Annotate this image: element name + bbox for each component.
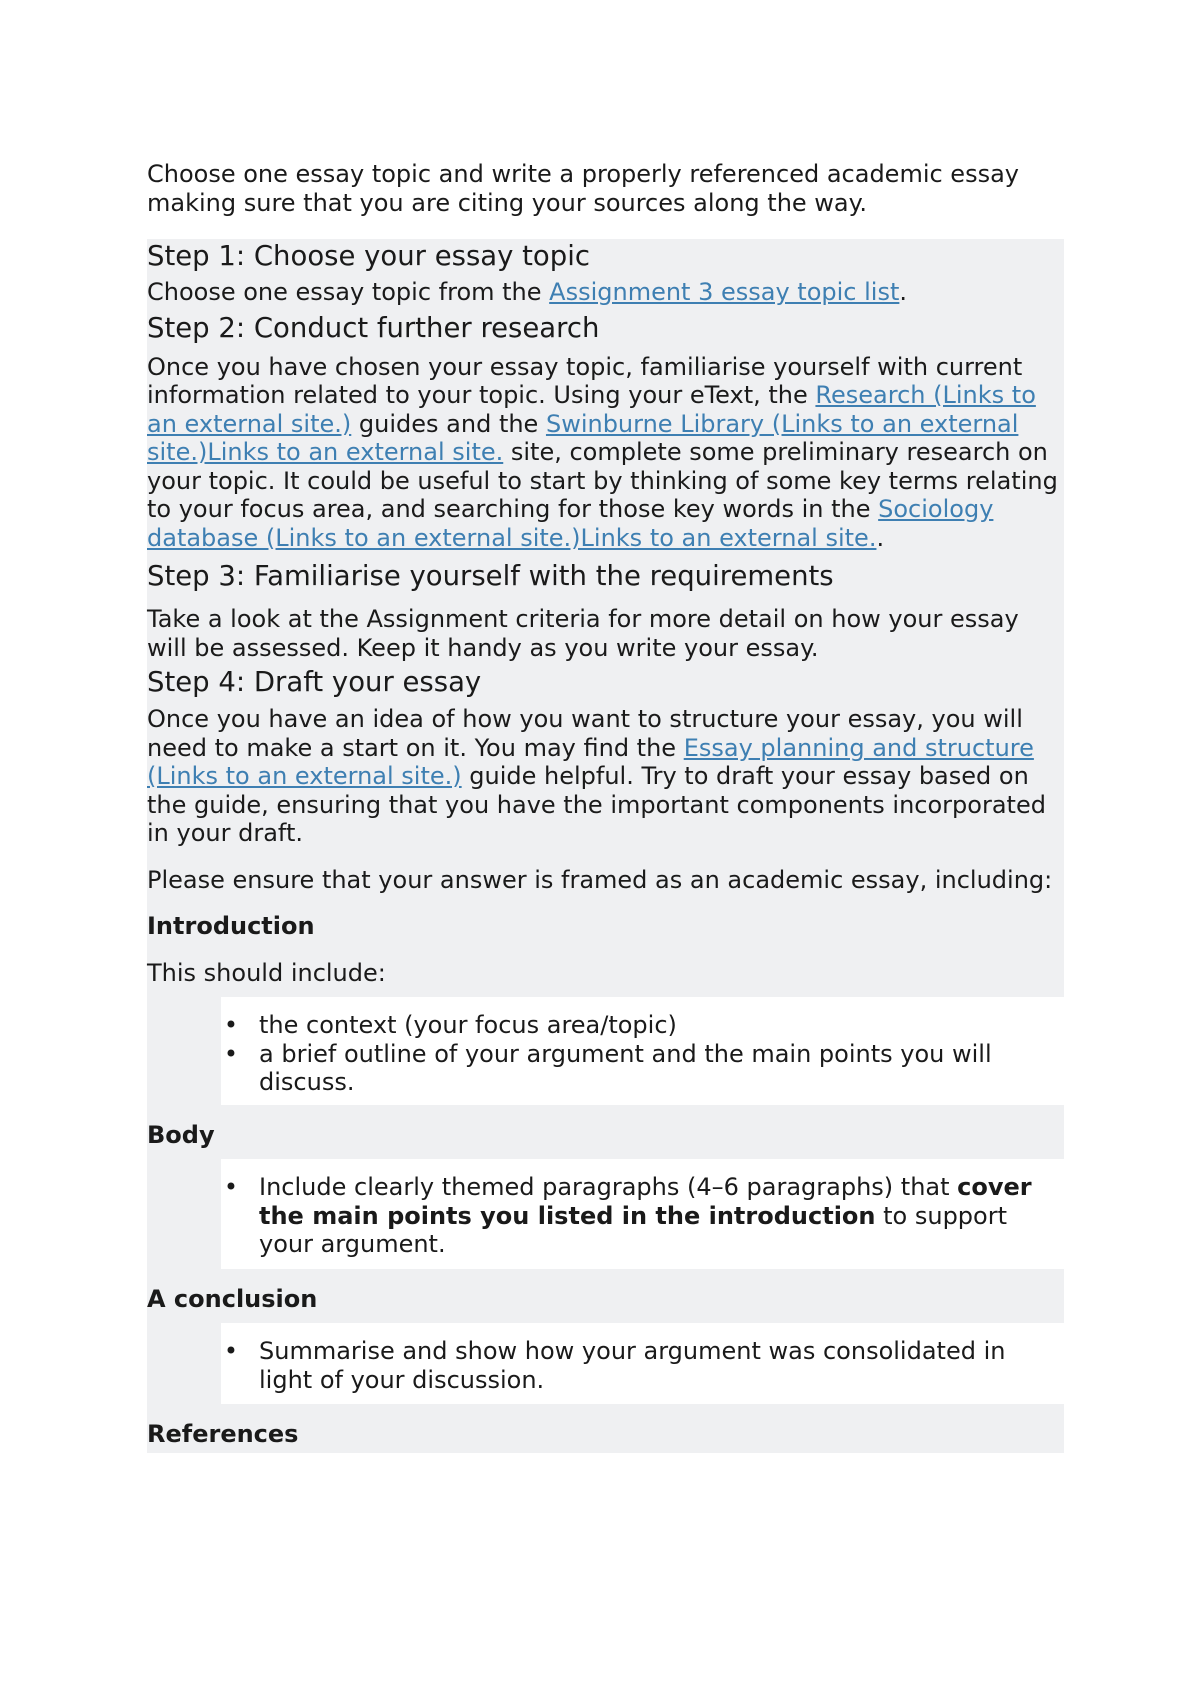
step1-section: [147, 239, 1064, 307]
swinburne-library-link[interactable]: Swinburne Library (Links to an external site.)Links to an external site.: [147, 409, 1019, 466]
ensure-text: Please ensure that your answer is framed as an academic essay, including:: [147, 865, 1053, 894]
step4-text-2: guide helpful. Try to draft your essay based on the guide, ensuring that you have the important components incorporated in your draft.: [147, 762, 1046, 847]
instructions-block: [147, 239, 1064, 1453]
bullet-icon: •: [223, 1039, 239, 1068]
step1-text-before: Choose one essay topic from the: [147, 278, 550, 306]
introduction-bullet-list: [147, 997, 1064, 1105]
introduction-bullets-block: [147, 997, 1064, 1105]
body-bullets-block: [147, 1159, 1064, 1269]
step1-heading: Step 1: Choose your essay topic: [147, 240, 590, 272]
introduction-lead: This should include:: [147, 958, 386, 987]
bullet-icon: •: [223, 1173, 239, 1201]
body-heading-block: [147, 1105, 1064, 1160]
step2-text: [147, 345, 1064, 553]
step3-section: [147, 552, 1064, 662]
body-heading: Body: [147, 1120, 215, 1149]
sociology-database-link[interactable]: Sociology database (Links to an external site.)Links to an external site.: [147, 495, 994, 552]
step1-text-after: .: [899, 278, 908, 306]
step4-section: [147, 662, 1064, 997]
step2-text-3: site, complete some preliminary research on your topic. It could be useful to start by thinking of some key terms relating to your focus area, and searching for those key words in the: [147, 438, 1058, 523]
step2-heading: Step 2: Conduct further research: [147, 311, 600, 344]
step2-text-1: Once you have chosen your essay topic, familiarise yourself with current information related to your topic. Using your eText, the: [147, 352, 1023, 409]
list-item-text: Include clearly themed paragraphs (4–6 paragraphs) that: [259, 1173, 958, 1201]
bullet-icon: •: [223, 1011, 239, 1039]
body-bullet-list: [147, 1159, 1064, 1269]
step4-text: [147, 699, 1064, 848]
references-heading: References: [147, 1420, 299, 1448]
step2-text-4: .: [876, 523, 885, 552]
intro-paragraph: Choose one essay topic and write a properly referenced academic essay making sure that you are citing your sources along the way.: [147, 160, 1019, 217]
step4-text-1: Once you have an idea of how you want to structure your essay, you will need to make a start on it. You may find the: [147, 705, 1023, 762]
references-heading-block: [147, 1404, 1064, 1453]
step2-text-2: guides and the: [351, 409, 546, 438]
list-item: [223, 1173, 1064, 1259]
step1-text: [147, 273, 1064, 307]
topic-list-link[interactable]: Assignment 3 essay topic list: [549, 278, 900, 306]
bullet-icon: •: [223, 1337, 239, 1365]
research-guides-link[interactable]: Research (Links to an external site.): [147, 381, 1036, 438]
step2-section: [147, 307, 1064, 553]
conclusion-heading: A conclusion: [147, 1284, 318, 1313]
list-item-text: a brief outline of your argument and the main points you will discuss.: [259, 1039, 992, 1096]
list-item-text: to support your argument.: [259, 1201, 1007, 1258]
step3-text: Take a look at the Assignment criteria for more detail on how your essay will be assessed. Keep it handy as you write your essay.: [147, 605, 1019, 662]
step3-heading: Step 3: Familiarise yourself with the requirements: [147, 560, 834, 592]
introduction-heading: Introduction: [147, 912, 315, 940]
conclusion-bullet-list: [147, 1323, 1064, 1404]
list-item-text: the context (your focus area/topic): [259, 1011, 677, 1039]
list-item: [223, 1337, 1064, 1394]
conclusion-bullets-block: [147, 1323, 1064, 1404]
list-item: [223, 1011, 1064, 1040]
essay-planning-link[interactable]: Essay planning and structure (Links to an external site.): [147, 733, 1034, 790]
list-item-bold-text: cover the main points you listed in the introduction: [259, 1173, 1032, 1230]
list-item: [223, 1039, 1064, 1097]
list-item-text: Summarise and show how your argument was consolidated in light of your discussion.: [259, 1337, 1006, 1394]
step4-heading: Step 4: Draft your essay: [147, 666, 482, 698]
conclusion-heading-block: [147, 1269, 1064, 1324]
